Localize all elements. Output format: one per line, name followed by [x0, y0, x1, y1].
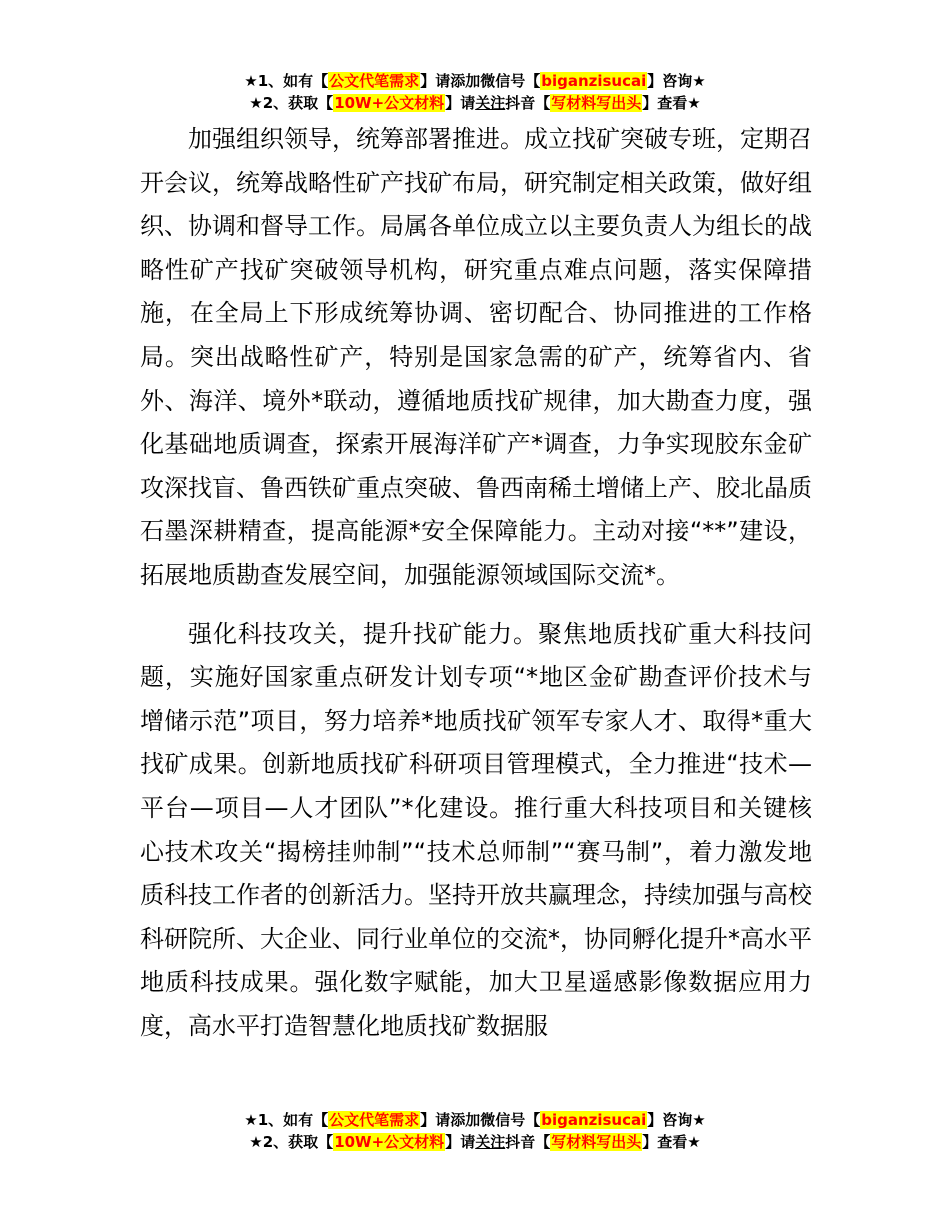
document-body — [140, 118, 812, 1048]
banner-line-1-bottom — [0, 1109, 950, 1131]
paragraph-technology: 强化科技攻关，提升找矿能力。聚焦地质找矿重大科技问题，实施好国家重点研发计划专项“*地区金矿勘查评价技术与增储示范”项目，努力培养*地质找矿领军专家人才、取得*重大找矿成果。创新地质找矿科研项目管理模式，全力推进“技术—平台—项目—人才团队”*化建设。推行重大科技项目和关键核心技术攻关“揭榜挂帅制”“技术总师制”“赛马制”，着力激发地质科技工作者的创新活力。坚持开放共赢理念，持续加强与高校科研院所、大企业、同行业单位的交流*，协同孵化提升*高水平地质科技成果。强化数字赋能，加大卫星遥感影像数据应用力度，高水平打造智慧化地质找矿数据服 — [140, 619, 812, 1040]
banner-line-1-prefix-bottom: ★1、如有【 — [244, 1111, 329, 1129]
banner-line-1-mid-bottom: 】请添加微信号【 — [420, 1111, 541, 1129]
banner-highlight-materials: 10W+公文材料 — [334, 94, 445, 112]
banner-line-2-mid2-bottom: 抖音【 — [505, 1133, 551, 1151]
banner-line-1-mid: 】请添加微信号【 — [420, 72, 541, 90]
banner-line-2-mid-bottom: 】请 — [445, 1133, 476, 1151]
banner-line-2-bottom — [0, 1131, 950, 1153]
banner-highlight-service-bottom: 公文代笔需求 — [329, 1111, 420, 1129]
top-banner — [0, 70, 950, 114]
banner-highlight-wechat-id-bottom: biganzisucai — [541, 1111, 647, 1129]
banner-line-2-end-bottom: 】查看★ — [642, 1133, 701, 1151]
banner-line-2-mid: 】请 — [445, 94, 476, 112]
banner-highlight-account-bottom: 写材料写出头 — [551, 1133, 642, 1151]
banner-underlined-follow-bottom: 关注 — [475, 1133, 506, 1151]
banner-highlight-account: 写材料写出头 — [551, 94, 642, 112]
banner-highlight-wechat-id: biganzisucai — [541, 72, 647, 90]
banner-line-2-end: 】查看★ — [642, 94, 701, 112]
banner-line-1-end-bottom: 】咨询★ — [647, 1111, 706, 1129]
banner-line-2-prefix: ★2、获取【 — [249, 94, 334, 112]
banner-line-2-mid2: 抖音【 — [505, 94, 551, 112]
banner-highlight-service: 公文代笔需求 — [329, 72, 420, 90]
banner-highlight-materials-bottom: 10W+公文材料 — [334, 1133, 445, 1151]
banner-underlined-follow: 关注 — [475, 94, 506, 112]
banner-line-1-end: 】咨询★ — [647, 72, 706, 90]
bottom-banner — [0, 1109, 950, 1153]
banner-line-1-prefix: ★1、如有【 — [244, 72, 329, 90]
banner-line-1 — [0, 70, 950, 92]
paragraph-organization: 加强组织领导，统筹部署推进。成立找矿突破专班，定期召开会议，统筹战略性矿产找矿布局，研究制定相关政策，做好组织、协调和督导工作。局属各单位成立以主要负责人为组长的战略性矿产找矿突破领导机构，研究重点难点问题，落实保障措施，在全局上下形成统筹协调、密切配合、协同推进的工作格局。突出战略性矿产，特别是国家急需的矿产，统筹省内、省外、海洋、境外*联动，遵循地质找矿规律，加大勘查力度，强化基础地质调查，探索开展海洋矿产*调查，力争实现胶东金矿攻深找盲、鲁西铁矿重点突破、鲁西南稀土增储上产、胶北晶质石墨深耕精查，提高能源*安全保障能力。主动对接“**”建设，拓展地质勘查发展空间，加强能源领域国际交流*。 — [140, 125, 812, 589]
banner-line-2-prefix-bottom: ★2、获取【 — [249, 1133, 334, 1151]
banner-line-2 — [0, 92, 950, 114]
